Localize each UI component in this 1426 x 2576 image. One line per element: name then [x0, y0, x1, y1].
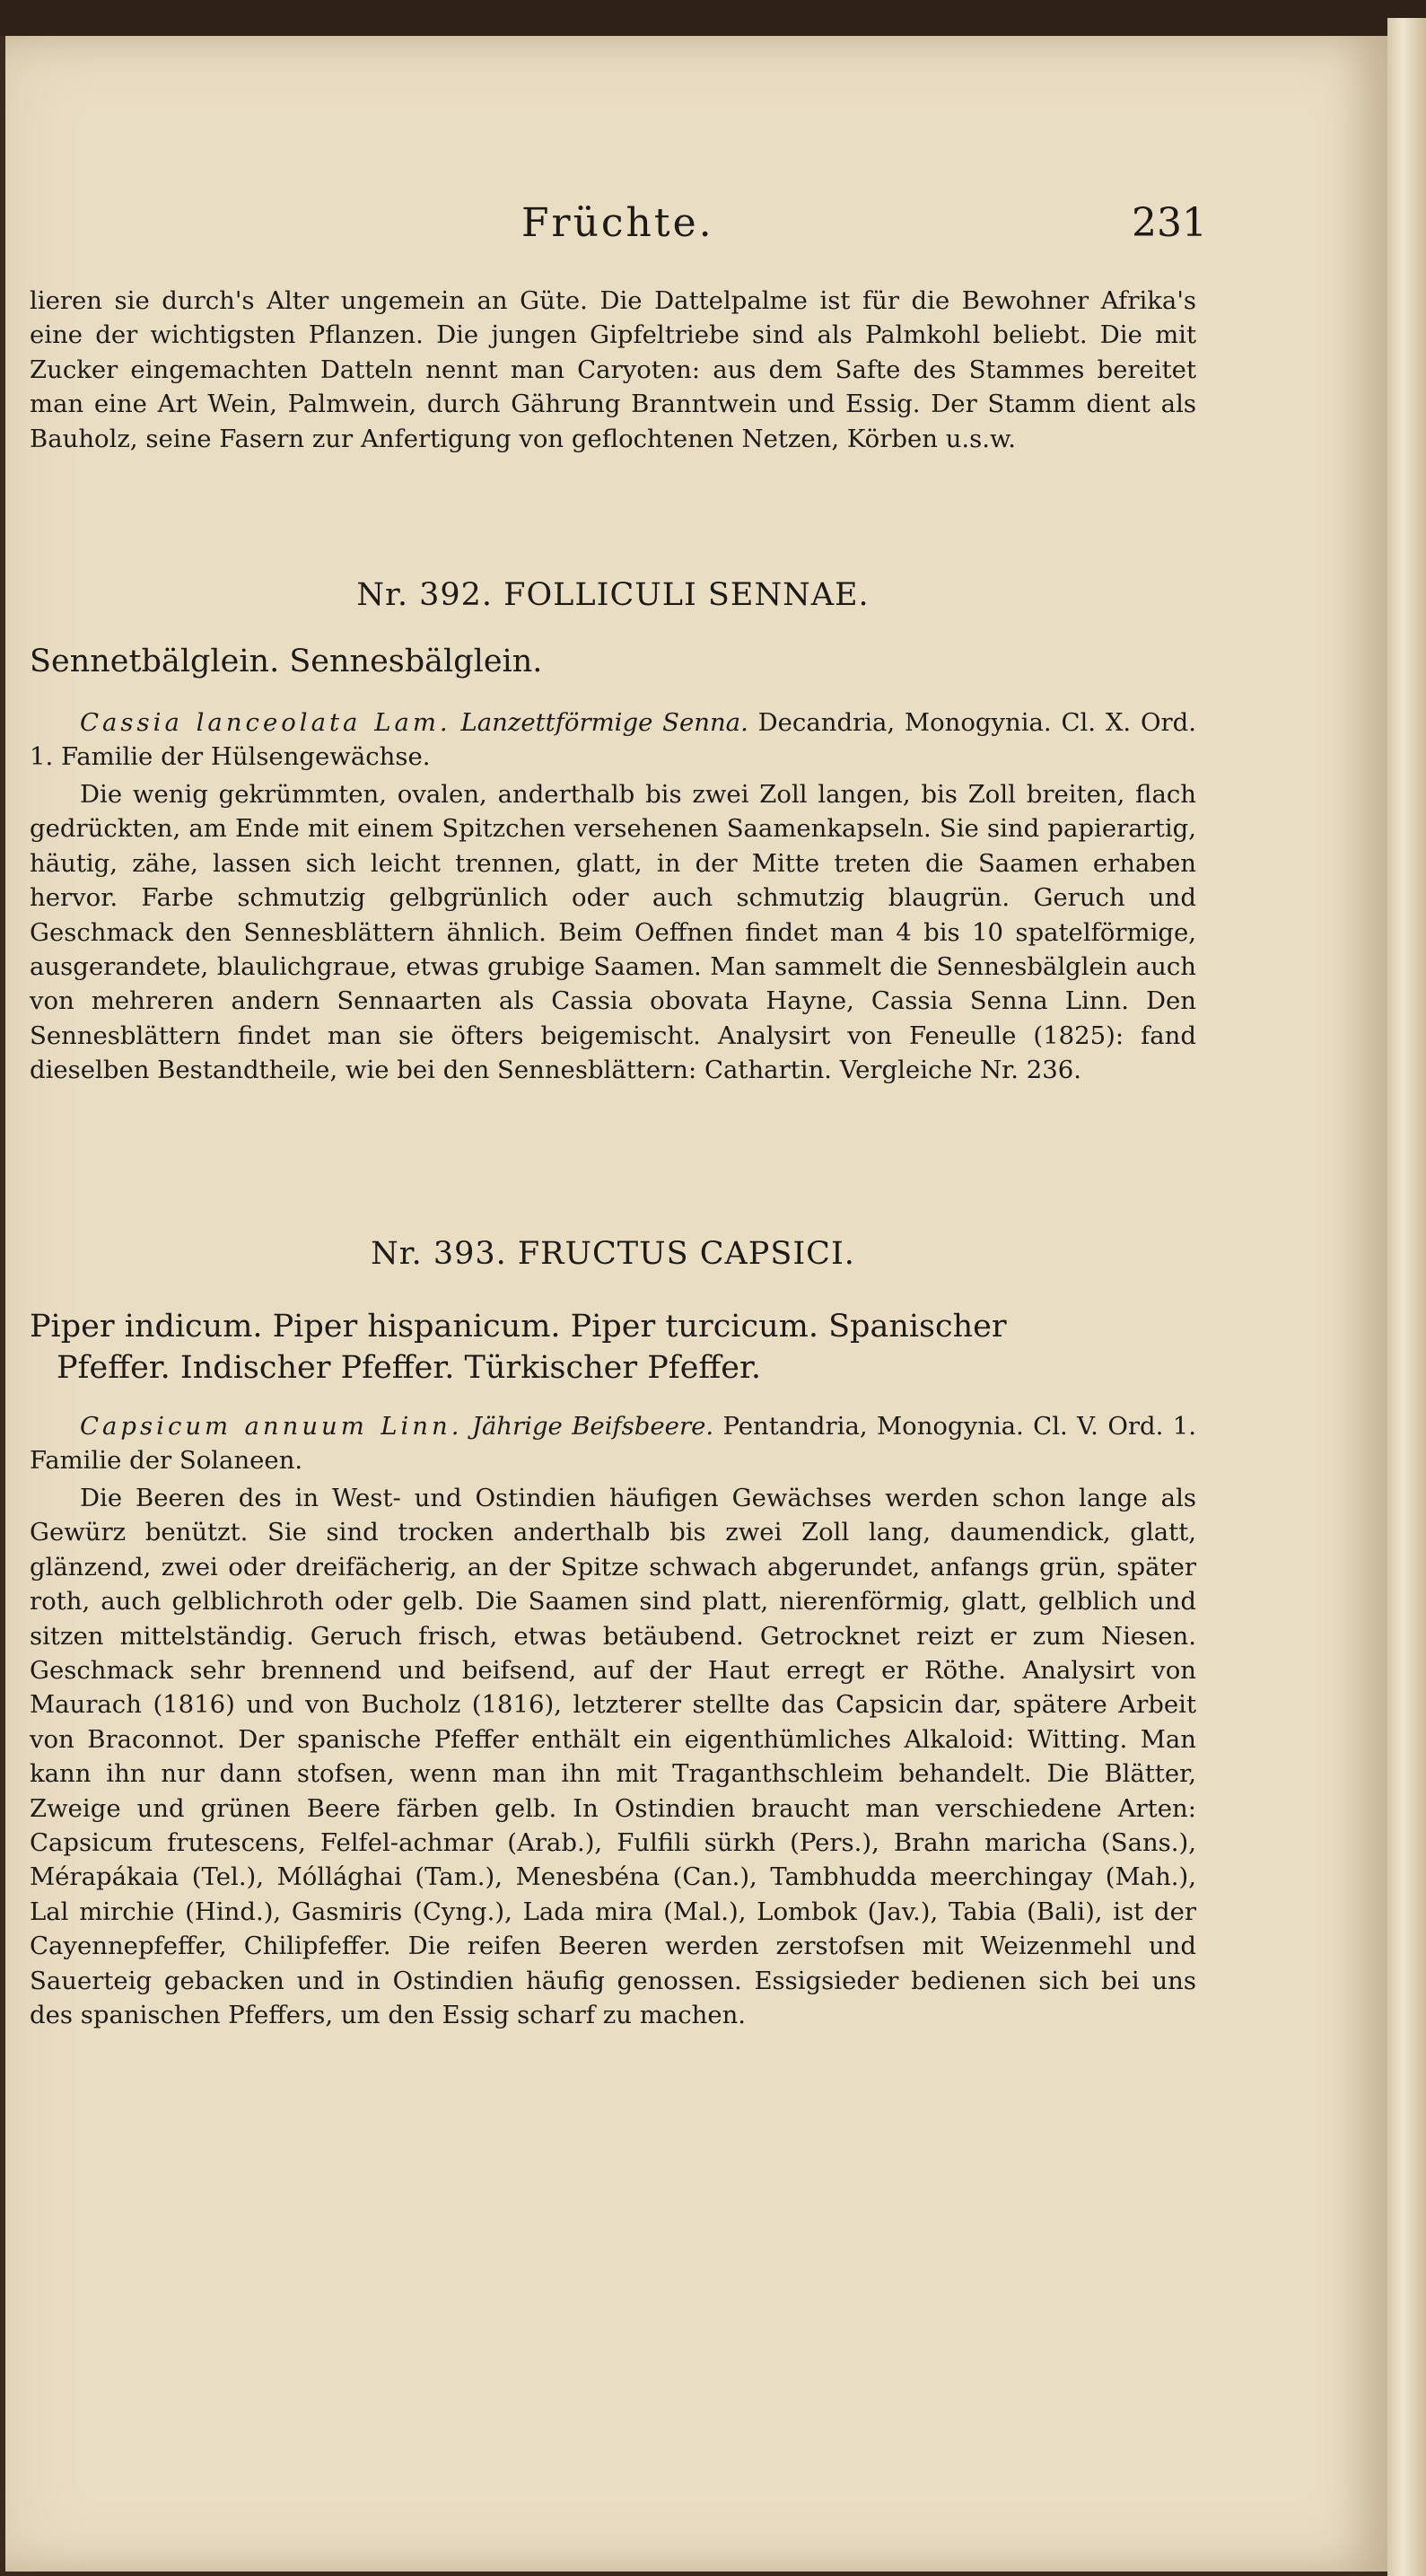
- botanical-source: Cassia lanceolata Lam.: [80, 708, 451, 737]
- entry-392-source: [30, 705, 1196, 775]
- running-head: [30, 196, 1207, 250]
- page-number: 231: [1132, 200, 1207, 246]
- entry-392-names: Sennetbälglein. Sennesbälglein.: [30, 644, 543, 679]
- scan-background-top: [0, 0, 1426, 36]
- classification: Decandria, Monogynia. Cl. X. Ord. 1. Familie der Hülsengewächse.: [30, 708, 1196, 772]
- entry-393-names-line-2: Pfeffer. Indischer Pfeffer. Türkischer Pfeffer.: [57, 1350, 762, 1386]
- botanical-source: Capsicum annuum Linn.: [80, 1412, 463, 1441]
- page-edge: [1387, 18, 1426, 2576]
- entry-393-description: Die Beeren des in West- und Ostindien häufigen Gewächses werden schon lange als Gewürz benützt. Sie sind trocken anderthalb bis zwei Zoll lang, daumendick, glatt, glänzend, zwei oder dreifächerig, an der Spitze schwach abgerundet, anfangs grün, später roth, auch gelblichroth oder gelb. Die Saamen sind platt, nierenförmig, glatt, gelblich und sitzen mittelständig. Geruch frisch, etwas betäubend. Getrocknet reizt er zum Niesen. Geschmack sehr brennend und beifsend, auf der Haut erregt er Röthe. Analysirt von Maurach (1816) und von Bucholz (1816), letzterer stellte das Capsicin dar, spätere Arbeit von Braconnot. Der spanische Pfeffer enthält ein eigenthümliches Alkaloid: Witting. Man kann ihn nur dann stofsen, wenn man ihn mit Traganthschleim behandelt. Die Blätter, Zweige und grünen Beere färben gelb. In Ostindien braucht man verschiedene Arten: Capsicum frutescens, Felfel-achmar (Arab.), Fulfili sürkh (Pers.), Brahn maricha (Sans.), Mérapákaia (Tel.), Móllághai (Tam.), Menesbéna (Can.), Tambhudda meerchingay (Mah.), Lal mirchie (Hind.), Gasmiris (Cyng.), Lada mira (Mal.), Lombok (Jav.), Tabia (Bali), ist der Cayennepfeffer, Chilipfeffer. Die reifen Beeren werden zerstofsen mit Weizenmehl und Sauerteig gebacken und in Ostindien häufig genossen. Essigsieder bedienen sich bei uns des spanischen Pfeffers, um den Essig scharf zu machen.: [30, 1484, 1196, 2030]
- entry-393-names-line-1: Piper indicum. Piper hispanicum. Piper turcicum. Spanischer: [30, 1309, 1007, 1345]
- common-name: Lanzettförmige Senna.: [460, 708, 748, 737]
- classification: Pentandria, Monogynia. Cl. V. Ord. 1. Familie der Solaneen.: [30, 1412, 1196, 1476]
- entry-393-heading: Nr. 393. FRUCTUS CAPSICI.: [371, 1236, 855, 1272]
- entry-392-description: Die wenig gekrümmten, ovalen, anderthalb bis zwei Zoll langen, bis Zoll breiten, flach gedrückten, am Ende mit einem Spitzchen versehenen Saamenkapseln. Sie sind papierartig, häutig, zähe, lassen sich leicht trennen, glatt, in der Mitte treten die Saamen erhaben hervor. Farbe schmutzig gelbgrünlich oder auch schmutzig blaugrün. Geruch und Geschmack den Sennesblättern ähnlich. Beim Oeffnen findet man 4 bis 10 spatelförmige, ausgerandete, blaulichgraue, etwas grubige Saamen. Man sammelt die Sennesbälglein auch von mehreren andern Sennaarten als Cassia obovata Hayne, Cassia Senna Linn. Den Sennesblättern findet man sie öfters beigemischt. Analysirt von Feneulle (1825): fand dieselben Bestandtheile, wie bei den Sennesblättern: Cathartin. Vergleiche Nr. 236.: [30, 780, 1196, 1085]
- entry-393-source: [30, 1409, 1196, 1478]
- entry-392-heading: Nr. 392. FOLLICULI SENNAE.: [356, 577, 870, 613]
- running-head-title: Früchte.: [521, 200, 714, 246]
- common-name: Jährige Beifsbeere.: [471, 1412, 714, 1441]
- intro-paragraph: lieren sie durch's Alter ungemein an Güte. Die Dattelpalme ist für die Bewohner Afrika's eine der wichtigsten Pflanzen. Die jungen Gipfeltriebe sind als Palmkohl beliebt. Die mit Zucker eingemachten Datteln nennt man Caryoten: aus dem Safte des Stammes bereitet man eine Art Wein, Palmwein, durch Gährung Branntwein und Essig. Der Stamm dient als Bauholz, seine Fasern zur Anfertigung von geflochtenen Netzen, Körben u.s.w.: [30, 286, 1196, 453]
